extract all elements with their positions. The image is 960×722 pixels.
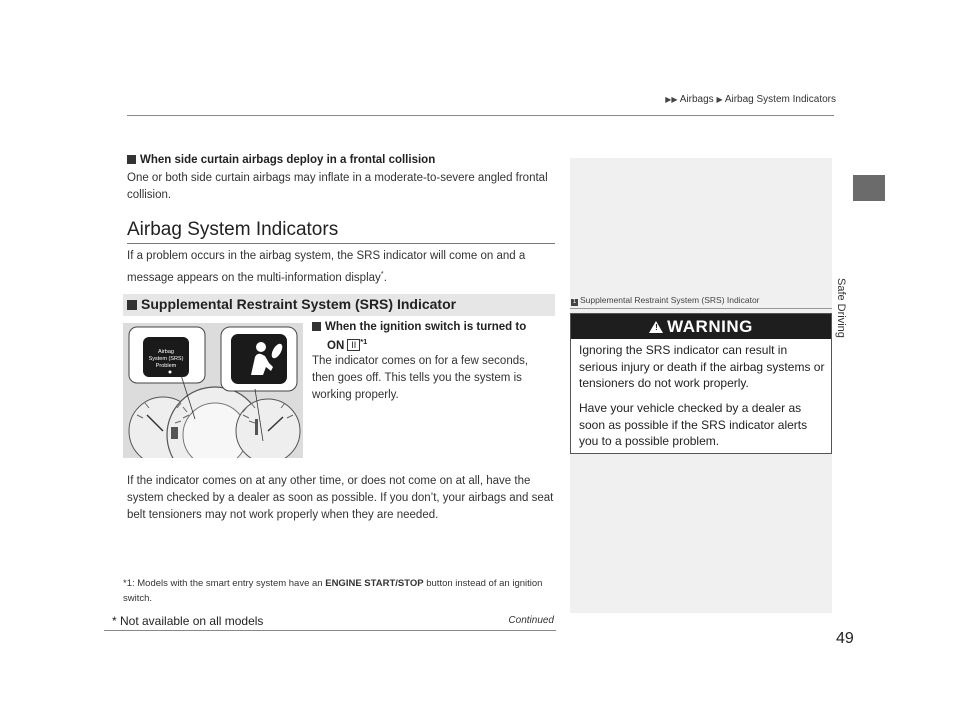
- warning-text-1: Ignoring the SRS indicator can result in serious injury or death if the airbag systems or tensioners do not work properly.: [579, 343, 825, 390]
- instrument-cluster-svg: [123, 323, 303, 458]
- indicator-normal-text: The indicator comes on for a few seconds, then goes off. This tells you the system is working properly.: [312, 355, 529, 401]
- ignition-position: ON II $^{*1}$: [327, 337, 368, 352]
- square-bullet-icon: [127, 155, 136, 164]
- section-label: Safe Driving: [835, 278, 847, 338]
- warning-text-2: Have your vehicle checked by a dealer as soon as possible if the SRS indicator alerts you to a possible problem.: [579, 401, 808, 448]
- indicator-problem-text: If the indicator comes on at any other time, or does not come on at all, have the system checked by a dealer as soon as possible. If you don’t, your airbags and seat belt tensioners may not work properly when they are needed.: [127, 475, 554, 521]
- cluster-text-1: Airbag: [158, 349, 174, 355]
- header-rule: [127, 115, 834, 116]
- warning-title: ! WARNING: [571, 314, 831, 339]
- sidebar-rule: [570, 308, 832, 309]
- breadcrumb: [640, 94, 836, 105]
- ref-number-icon: 1: [572, 299, 577, 305]
- breadcrumb-item-indicators[interactable]: Airbag System Indicators: [724, 94, 836, 105]
- footer-rule: [104, 630, 556, 631]
- page-number: 49: [836, 630, 854, 647]
- arrow-icon: ▶▶: [665, 95, 678, 104]
- instrument-cluster-illustration: [123, 323, 303, 458]
- sidebar-heading: 1 Supplemental Restraint System (SRS) Indicator: [572, 295, 760, 305]
- cluster-text-3: Problem: [155, 363, 177, 369]
- intro-paragraph: If a problem occurs in the airbag system, the SRS indicator will come on and a message appears on the multi-information display*.: [127, 250, 526, 284]
- availability-note: * Not available on all models: [112, 614, 264, 628]
- section1-heading: When side curtain airbags deploy in a frontal collision: [127, 154, 435, 166]
- page-title: Airbag System Indicators: [127, 219, 339, 240]
- section-tab: [853, 175, 885, 201]
- cluster-text-2: System (SRS): [148, 356, 184, 362]
- square-bullet-icon: [127, 300, 137, 310]
- ignition-heading: When the ignition switch is turned to: [312, 321, 526, 333]
- breadcrumb-item-airbags[interactable]: Airbags: [679, 94, 714, 105]
- arrow-icon: ▶: [716, 95, 723, 104]
- srs-section-title: Supplemental Restraint System (SRS) Indicator: [127, 296, 456, 312]
- footnote-star: *: [380, 269, 384, 278]
- ignition-box: II: [347, 339, 360, 351]
- warning-triangle-icon: !: [649, 321, 663, 333]
- footnote-ref: *1: [360, 337, 368, 346]
- title-rule: [127, 243, 555, 244]
- section1-body: One or both side curtain airbags may inflate in a moderate-to-severe angled frontal collision.: [127, 172, 548, 201]
- square-bullet-icon: [312, 322, 321, 331]
- continued-label: Continued: [508, 615, 554, 626]
- footnote: *1: Models with the smart entry system have an ENGINE START/STOP button instead of an ignition switch.: [123, 578, 543, 604]
